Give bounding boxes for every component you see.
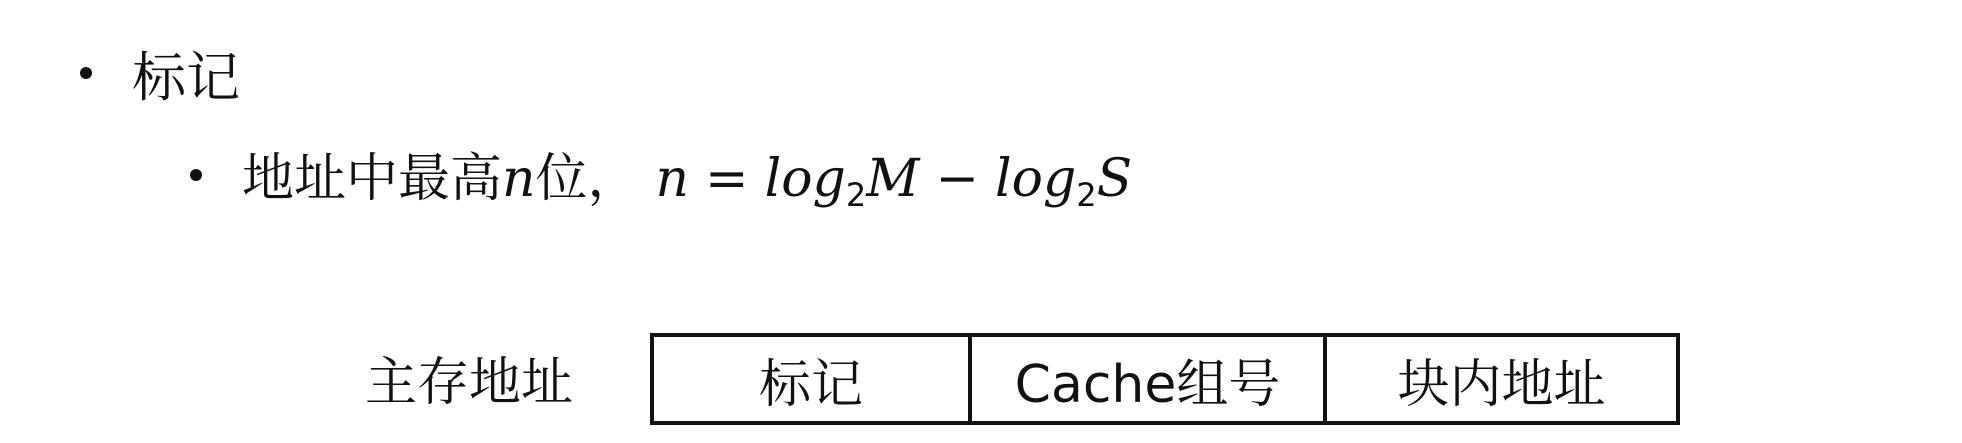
bullet-dot-icon xyxy=(190,169,202,181)
bullet-dot-icon xyxy=(80,67,92,79)
formula-equals: = xyxy=(705,149,749,209)
address-field-block-offset: 块内地址 xyxy=(1397,354,1606,415)
bullet-tag xyxy=(80,38,240,108)
formula-arg-2: S xyxy=(1096,149,1133,209)
bullet-tag-formula xyxy=(190,140,1133,214)
formula-base-1: 2 xyxy=(845,176,867,214)
formula-suffix: 位， xyxy=(535,149,640,209)
address-field-cache-group: Cache组号 xyxy=(972,337,1327,421)
formula-lhs: n xyxy=(655,149,690,209)
address-format-diagram xyxy=(650,333,1680,425)
formula-log-1: log xyxy=(764,149,846,209)
formula-arg-1: M xyxy=(866,149,920,209)
formula-base-2: 2 xyxy=(1076,176,1097,214)
formula-log-2: log xyxy=(995,149,1077,209)
formula-minus: − xyxy=(935,149,980,209)
formula-var-n: n xyxy=(502,149,536,209)
bullet-tag-text: 标记 xyxy=(132,45,240,109)
formula-line xyxy=(242,136,1132,214)
main-memory-address-label: 主存地址 xyxy=(365,353,574,413)
formula-prefix: 地址中最高 xyxy=(242,149,503,209)
address-field-tag: 标记 xyxy=(654,337,972,421)
